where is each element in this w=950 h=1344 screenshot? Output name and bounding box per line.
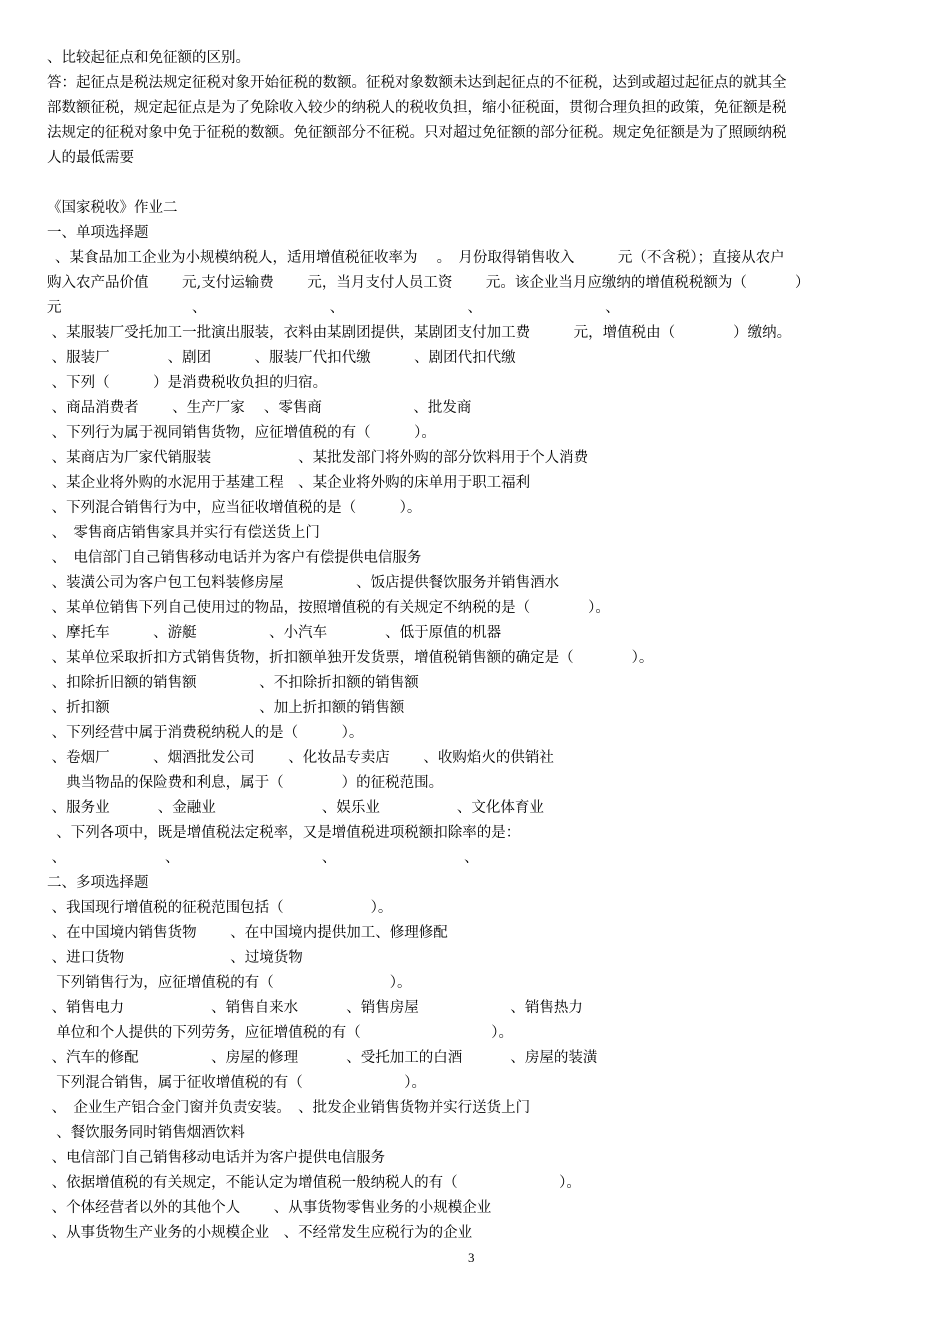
option-line: 、汽车的修配 、房屋的修理 、受托加工的白酒 、房屋的装潢 xyxy=(47,1050,598,1066)
option-line: 、卷烟厂 、烟酒批发公司 、化妆品专卖店 、收购焰火的供销社 xyxy=(47,750,554,766)
option-line: 、餐饮服务同时销售烟酒饮料 xyxy=(47,1125,245,1141)
question-line: 单位和个人提供的下列劳务，应征增值税的有（ ）。 xyxy=(47,1025,513,1041)
option-line: 、扣除折旧额的销售额 、不扣除折扣额的销售额 xyxy=(47,675,419,691)
option-line: 、 企业生产铝合金门窗并负责安装。 、批发企业销售货物并实行送货上门 xyxy=(47,1100,531,1116)
option-line: 、从事货物生产业务的小规模企业 、不经常发生应税行为的企业 xyxy=(47,1225,473,1241)
option-line: 、摩托车 、游艇 、小汽车 、低于原值的机器 xyxy=(47,625,502,641)
page-number: 3 xyxy=(468,1250,475,1265)
question-line: 、某服装厂受托加工一批演出服装，衣料由某剧团提供，某剧团支付加工费 元，增值税由（ ）缴纳。 xyxy=(47,325,792,341)
answer-line: 答：起征点是税法规定征税对象开始征税的数额。征税对象数额未达到起征点的不征税，达到或超过起征点的就其全 xyxy=(47,75,787,91)
question-line: 、某单位销售下列自己使用过的物品，按照增值税的有关规定不纳税的是（ ）。 xyxy=(47,600,610,616)
option-line: 、商品消费者 、生产厂家 、零售商 、批发商 xyxy=(47,400,472,416)
option-line: 、服务业 、金融业 、娱乐业 、文化体育业 xyxy=(47,800,544,816)
option-line: 、服装厂 、剧团 、服装厂代扣代缴 、剧团代扣代缴 xyxy=(47,350,516,366)
question-line: 购入农产品价值 元,支付运输费 元，当月支付人员工资 元。该企业当月应缴纳的增值税税额为（ ） xyxy=(47,275,810,291)
section-title: 一、单项选择题 xyxy=(47,225,149,241)
option-line: 、进口货物 、过境货物 xyxy=(47,950,303,966)
option-line: 、电信部门自己销售移动电话并为客户提供电信服务 xyxy=(47,1150,386,1166)
option-line: 、销售电力 、销售自来水 、销售房屋 、销售热力 xyxy=(47,1000,583,1016)
question-line: 典当物品的保险费和利息，属于（ ）的征税范围。 xyxy=(47,775,444,791)
option-line: 、装潢公司为客户包工包料装修房屋 、饭店提供餐饮服务并销售酒水 xyxy=(47,575,560,591)
question-line: 、下列（ ）是消费税收负担的归宿。 xyxy=(47,375,328,391)
answer-line: 部数额征税，规定起征点是为了免除收入较少的纳税人的税收负担，缩小征税面，贯彻合理负担的政策，免征额是税 xyxy=(47,100,787,116)
section-title: 二、多项选择题 xyxy=(47,875,149,891)
option-line: 、 零售商店销售家具并实行有偿送货上门 xyxy=(47,525,320,541)
answer-line: 人的最低需要 xyxy=(47,150,134,166)
question-line: 元 、 、 、 、 xyxy=(47,300,620,316)
option-line: 、个体经营者以外的其他个人 、从事货物零售业务的小规模企业 xyxy=(47,1200,492,1216)
option-line: 、 、 、 、 xyxy=(47,850,479,866)
question-line: 、某单位采取折扣方式销售货物，折扣额单独开发货票，增值税销售额的确定是（ ）。 xyxy=(47,650,654,666)
question-line: 、下列混合销售行为中，应当征收增值税的是（ ）。 xyxy=(47,500,422,516)
question-compare: 、比较起征点和免征额的区别。 xyxy=(47,50,250,66)
question-line: 、某食品加工企业为小规模纳税人，适用增值税征收率为 。 月份取得销售收入 元（不含税）；直接从农户 xyxy=(55,250,785,266)
option-line: 、 电信部门自己销售移动电话并为客户有偿提供电信服务 xyxy=(47,550,422,566)
question-line: 、我国现行增值税的征税范围包括（ ）。 xyxy=(47,900,393,916)
option-line: 、折扣额 、加上折扣额的销售额 xyxy=(47,700,405,716)
option-line: 、在中国境内销售货物 、在中国境内提供加工、修理修配 xyxy=(47,925,448,941)
question-line: 、下列行为属于视同销售货物，应征增值税的有（ ）。 xyxy=(47,425,436,441)
option-line: 、某企业将外购的水泥用于基建工程 、某企业将外购的床单用于职工福利 xyxy=(47,475,531,491)
question-line: 下列销售行为，应征增值税的有（ ）。 xyxy=(47,975,412,991)
question-line: 、下列经营中属于消费税纳税人的是（ ）。 xyxy=(47,725,364,741)
option-line: 、某商店为厂家代销服装 、某批发部门将外购的部分饮料用于个人消费 xyxy=(47,450,589,466)
question-line: 、下列各项中，既是增值税法定税率，又是增值税进项税额扣除率的是： xyxy=(47,825,521,841)
answer-line: 法规定的征税对象中免于征税的数额。免征额部分不征税。只对超过免征额的部分征税。规定免征额是为了照顾纳税 xyxy=(47,125,787,141)
question-line: 、依据增值税的有关规定，不能认定为增值税一般纳税人的有（ ）。 xyxy=(47,1175,581,1191)
question-line: 下列混合销售，属于征收增值税的有（ ）。 xyxy=(47,1075,426,1091)
assignment-title: 《国家税收》作业二 xyxy=(47,200,178,216)
